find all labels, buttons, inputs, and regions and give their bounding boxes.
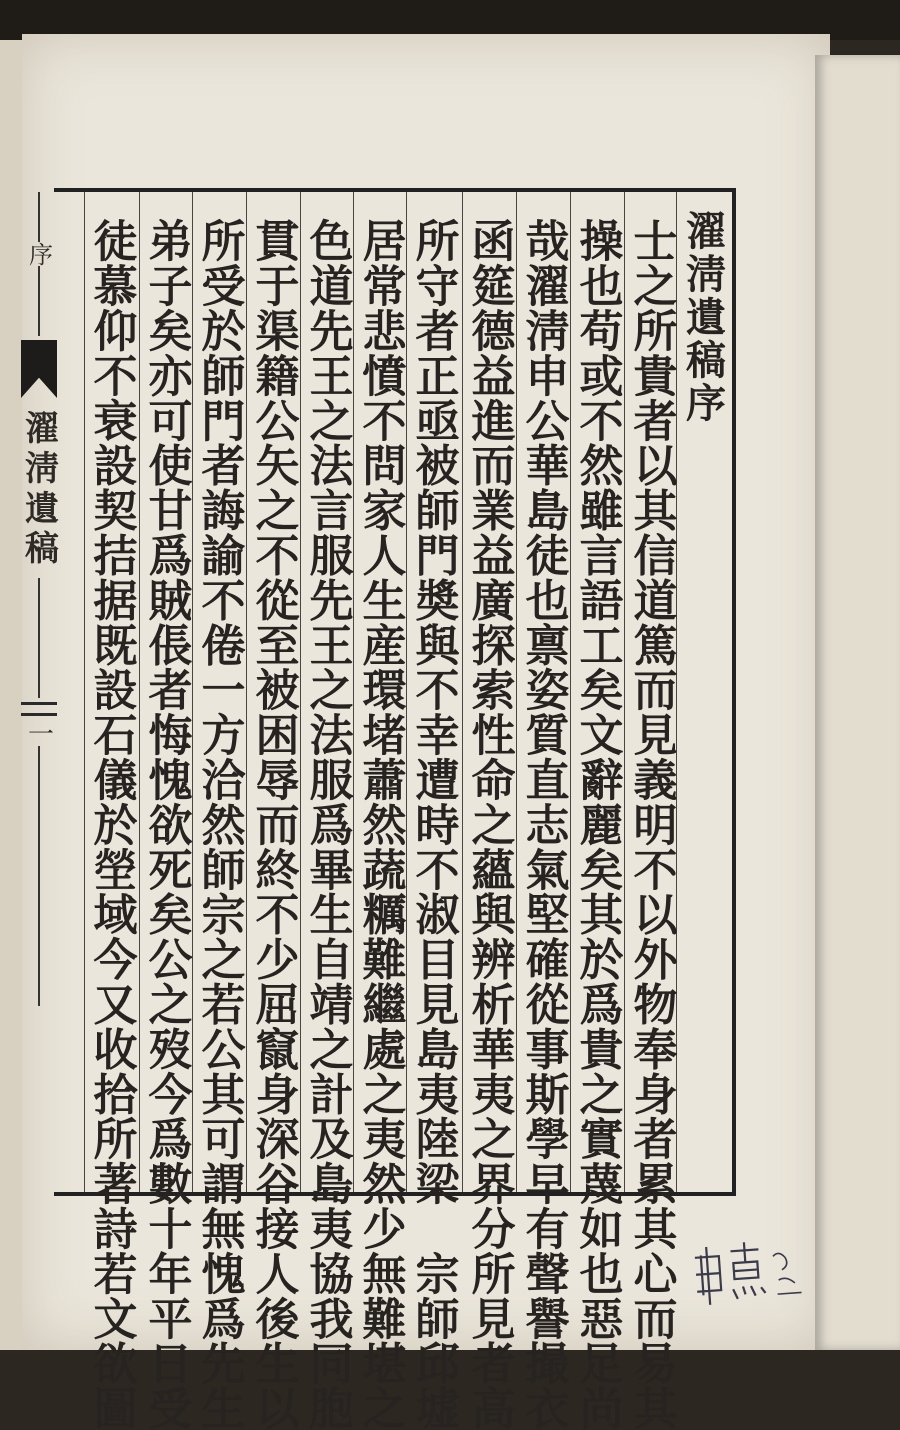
fore-edge-line [38,746,40,1006]
column-text: 徒慕仰不衰設契拮据既設石儀於塋域今又收拾所著詩若文欲圖 [85,218,137,1430]
fore-edge-line [38,266,40,336]
handwritten-signature-icon [687,1228,812,1316]
fore-edge-rule [21,702,57,705]
fishtail-mark-icon [21,340,57,398]
text-column-title [676,192,728,1192]
column-text: 士之所貴者以其信道篤而見義明不以外物奉身者累其心而易其 [625,218,677,1430]
handwritten-owner-note [687,1228,812,1316]
text-column [353,192,406,1430]
text-column [462,192,515,1430]
facing-page-edge [815,55,900,1350]
column-text: 操也苟或不然雖言語工矣文辭麗矣其於爲貴之實蔑如也惡足尚 [571,218,623,1430]
column-text: 所受於師門者誨諭不倦一方洽然師宗之若公其可謂無愧爲先生 [193,218,245,1430]
column-text: 所守者正亟被師門奬與不幸遭時不淑目見島夷陸梁 宗師邱墟 [407,218,459,1430]
text-column [246,192,299,1430]
text-column [624,192,677,1430]
text-column [406,192,459,1430]
text-column [570,192,623,1430]
fore-edge-book-title: 濯淸遺稿 [18,410,59,570]
preface-title: 濯淸遺稿序 [679,210,727,425]
column-text: 函筵德益進而業益廣探索性命之蘊與辨析華夷之界分所見者高 [463,218,515,1430]
fore-edge-line [38,192,40,242]
section-label: 序 [24,242,53,266]
column-text: 居常悲憤不問家人生産環堵蕭然蔬糲難繼處之夷然少無難堪之 [354,218,406,1430]
column-text: 貫于渠籍公矢之不從至被困辱而終不少屈竄身深谷接人後生以 [247,218,299,1430]
text-column [84,192,137,1430]
fore-edge-rule [21,713,57,716]
page-number: 一 [23,720,54,746]
column-text: 色道先王之法言服先王之法服爲畢生自靖之計及島夷協我同胞 [301,218,353,1430]
fore-edge-column [18,192,59,1192]
text-column [516,192,569,1430]
column-text: 弟子矣亦可使甘爲賊倀者悔愧欲死矣公之歿今爲數十年平日受 [140,218,192,1430]
text-column [300,192,353,1430]
text-column [139,192,192,1430]
column-text: 哉濯淸申公華島徒也禀姿質直志氣堅確從事斯學早有聲譽撮衣 [517,218,569,1430]
fore-edge-line [38,578,40,698]
text-column [192,192,245,1430]
